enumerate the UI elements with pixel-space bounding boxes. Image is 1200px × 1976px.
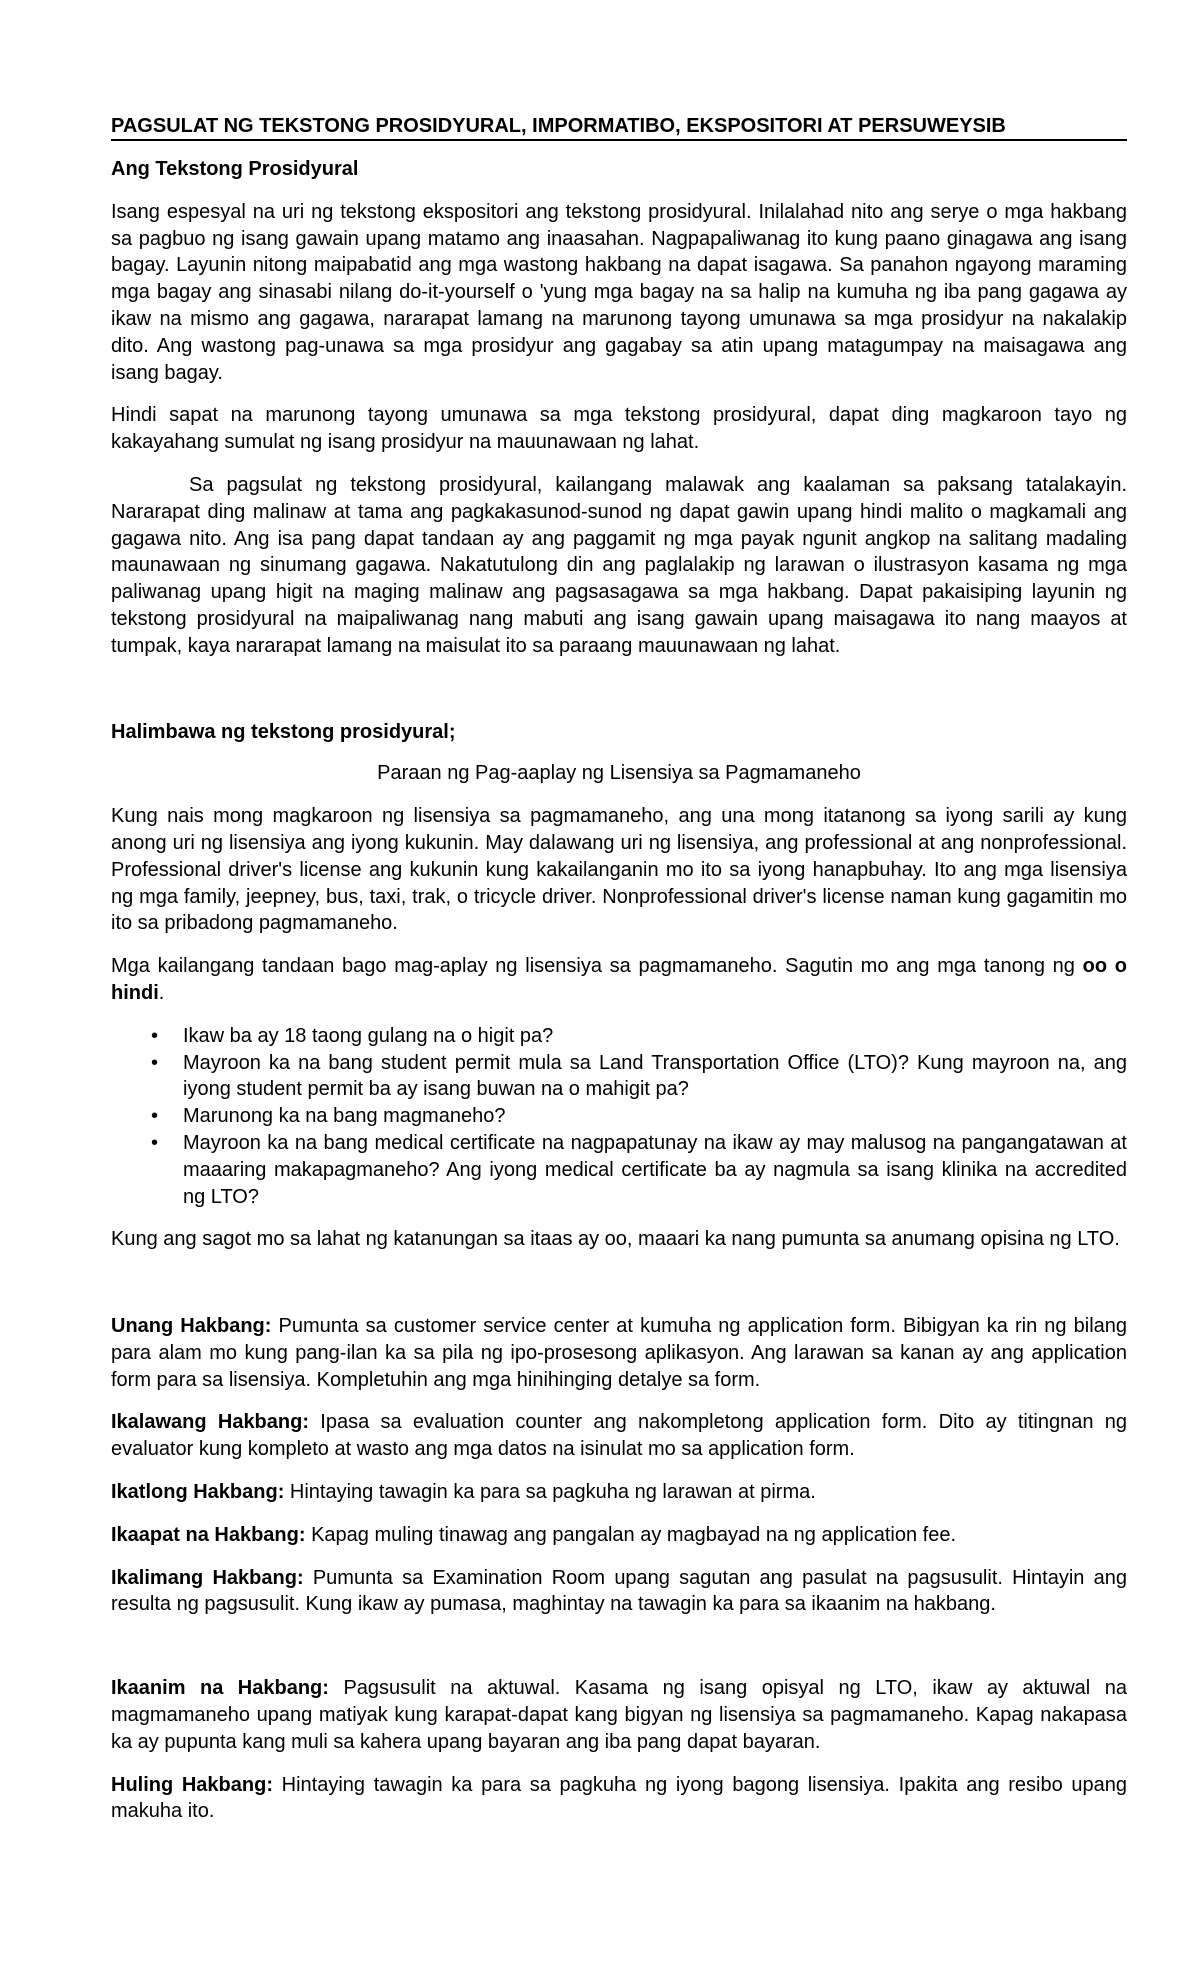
question-list <box>111 1023 1127 1211</box>
question-text: Mayroon ka na bang medical certificate na nagpapatunay na ikaw ay may malusog na pangangatawan at maaaring makapagmaneho? Ang iyong medical certificate ba ay nagmula sa isang klinika na accredited ng LTO? <box>183 1131 1127 1208</box>
bullet-icon: • <box>151 1024 159 1047</box>
paragraph: Hindi sapat na marunong tayong umunawa sa mga tekstong prosidyural, dapat ding magkaroon tayo ng kakayahang sumulat ng isang prosidyur na mauunawaan ng lahat. <box>111 404 1127 454</box>
example-intro: Kung nais mong magkaroon ng lisensiya sa pagmamaneho, ang una mong itatanong sa iyong sarili ay kung anong uri ng lisensiya ang iyong kukunin. May dalawang uri ng lisensiya, ang professional at ang nonprofessional. Professional driver's license ang kukunin kung kakailanganin mo ito sa iyong hanapbuhay. Ito ang mga lisensiya ng mga family, jeepney, bus, taxi, trak, o tricycle driver. Nonprofessional driver's license naman kung gagamitin mo ito sa pribadong pagmamaneho. <box>111 805 1127 935</box>
question-text: Mayroon ka na bang student permit mula sa Land Transportation Office (LTO)? Kung mayroon na, ang iyong student permit ba ay isang buwan na o mahigit pa? <box>183 1051 1127 1101</box>
bullet-icon: • <box>151 1131 159 1154</box>
checklist-intro <box>111 953 1127 1007</box>
paragraph: Sa pagsulat ng tekstong prosidyural, kailangang malawak ang kaalaman sa paksang tatalakayin. Nararapat ding malinaw at tama ang pagkakasunod-sunod ng dapat gawin upang hindi malito o magkamali ang gagawa nito. Ang isa pang dapat tandaan ay ang paggamit ng mga payak ngunit angkop na salitang madaling maunawaan ng sinumang gagawa. Nakatutulong din ang paglalakip ng larawan o ilustrasyon kasama ng mga paliwanag upang higit na maging malinaw ang pagsasagawa sa mga hakbang. Dapat pakaisiping layunin ng tekstong prosidyural na maipaliwanag nang mabuti ang isang gawain upang maisagawa ito nang maayos at tumpak, kaya nararapat lamang na maisulat ito sa paraang mauunawaan ng lahat. <box>111 473 1127 657</box>
section-heading: Ang Tekstong Prosidyural <box>111 158 359 180</box>
step-text: Hintaying tawagin ka para sa pagkuha ng larawan at pirma. <box>289 1481 816 1504</box>
step-text: Pumunta sa Examination Room upang sagutan ang pasulat na pagsusulit. Hintayin ang resulta ng pagsusulit. Kung ikaw ay pumasa, maghintay na tawagin ka para sa ikaanim na hakbang. <box>111 1566 1128 1616</box>
step-text: Pagsusulit na aktuwal. Kasama ng isang opisyal ng LTO, ikaw ay aktuwal na magmamaneho upang matiyak kung karapat-dapat kang bigyan ng lisensiya sa pagmamaneho. Kapag nakapasa ka ay pupunta kang muli sa kahera upang bayaran ang iba pang dapat bayaran. <box>111 1677 1127 1753</box>
step-6 <box>111 1675 1127 1755</box>
list-item <box>111 1130 1127 1210</box>
step-text: Pumunta sa customer service center at kumuha ng application form. Bibigyan ka rin ng bilang para alam mo kung pang-ilan ka sa pila ng ipo-prosesong aplikasyon. Ang larawan sa kanan ay ang application form para sa lisensiya. Kompletuhin ang mga hinihinging detalye sa form. <box>111 1315 1127 1391</box>
bullet-icon: • <box>151 1051 159 1074</box>
question-text: Ikaw ba ay 18 taong gulang na o higit pa? <box>183 1024 554 1047</box>
checklist-intro-bold: oo o hindi <box>111 955 1127 1004</box>
step-label: Huling Hakbang: <box>111 1773 273 1796</box>
document-body <box>111 114 1127 1825</box>
step-label: Ikaanim na Hakbang: <box>111 1677 329 1700</box>
step-5 <box>111 1565 1127 1619</box>
step-label: Unang Hakbang: <box>111 1315 272 1338</box>
step-text: Kapag muling tinawag ang pangalan ay magbayad na ng application fee. <box>311 1523 956 1546</box>
example-heading: Halimbawa ng tekstong prosidyural; <box>111 720 456 743</box>
step-3 <box>111 1479 1127 1506</box>
step-label: Ikalimang Hakbang: <box>111 1566 304 1589</box>
checklist-intro-text: Mga kailangang tandaan bago mag-aplay ng lisensiya sa pagmamaneho. Sagutin mo ang mga tanong ng <box>111 955 1075 978</box>
step-text: Ipasa sa evaluation counter ang nakompletong application form. Dito ay titingnan ng evaluator kung kompleto at wasto ang mga datos na isinulat mo sa application form. <box>111 1411 1127 1461</box>
step-1 <box>111 1313 1127 1393</box>
step-final <box>111 1772 1127 1826</box>
step-label: Ikalawang Hakbang: <box>111 1411 309 1434</box>
step-label: Ikaapat na Hakbang: <box>111 1523 306 1546</box>
list-item <box>111 1103 1127 1130</box>
step-2 <box>111 1409 1127 1463</box>
document-title: PAGSULAT NG TEKSTONG PROSIDYURAL, IMPORMATIBO, EKSPOSITORI AT PERSUWEYSIB <box>111 114 1127 141</box>
checklist-intro-end: . <box>158 981 165 1004</box>
list-item <box>111 1050 1127 1104</box>
step-label: Ikatlong Hakbang: <box>111 1481 285 1504</box>
example-title: Paraan ng Pag-aaplay ng Lisensiya sa Pagmamaneho <box>377 762 861 785</box>
paragraph: Isang espesyal na uri ng tekstong ekspositori ang tekstong prosidyural. Inilalahad nito ang serye o mga hakbang sa pagbuo ng isang gawain upang matamo ang inaasahan. Nagpapaliwanag ito kung paano ginagawa ang isang bagay. Layunin nitong maipabatid ang mga wastong hakbang na dapat isagawa. Sa panahon ngayong maraming mga bagay ang sinasabi nilang do-it-yourself o 'yung mga bagay na sa halip na kumuha ng iba pang gagawa ay ikaw na mismo ang gagawa, nararapat lamang na marunong tayong umunawa sa mga prosidyur na nakalakip dito. Ang wastong pag-unawa sa mga prosidyur ang gagabay sa atin upang matagumpay na maisagawa ang isang bagay. <box>111 200 1127 384</box>
list-item <box>111 1023 1127 1050</box>
step-text: Hintaying tawagin ka para sa pagkuha ng iyong bagong lisensiya. Ipakita ang resibo upang makuha ito. <box>111 1773 1128 1823</box>
question-text: Marunong ka na bang magmaneho? <box>183 1105 506 1128</box>
bullet-icon: • <box>151 1105 159 1128</box>
step-4 <box>111 1522 1127 1549</box>
conclusion: Kung ang sagot mo sa lahat ng katanungan sa itaas ay oo, maaari ka nang pumunta sa anumang opisina ng LTO. <box>111 1228 1120 1251</box>
